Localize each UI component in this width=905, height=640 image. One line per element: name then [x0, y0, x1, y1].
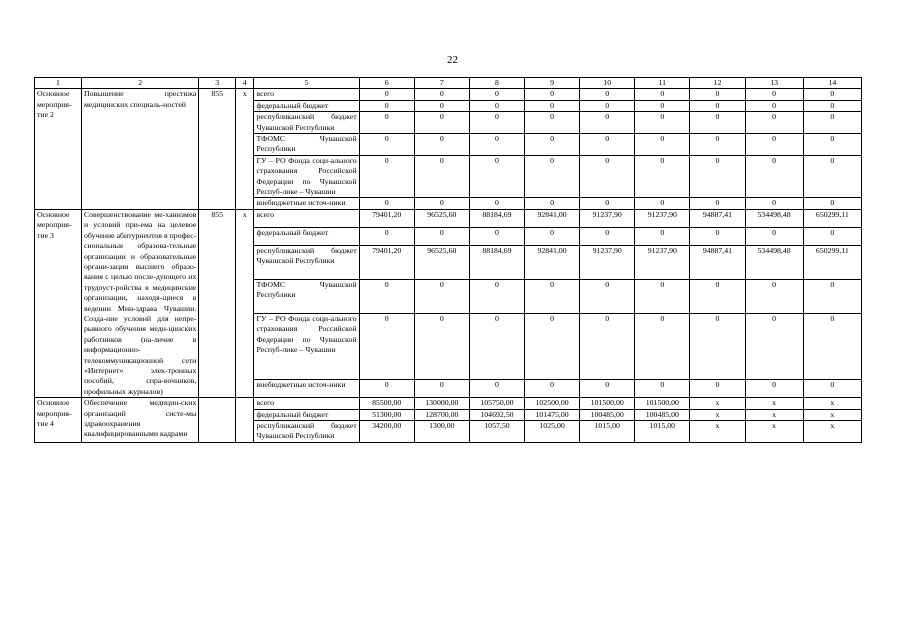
x-cell: х	[236, 209, 254, 397]
funding-source-cell: внебюджетные источ-ники	[254, 198, 359, 209]
x-cell: х	[236, 89, 254, 209]
value-cell: 0	[803, 198, 861, 209]
value-cell: 0	[745, 380, 803, 398]
x-cell	[236, 398, 254, 443]
column-header: 2	[81, 78, 198, 89]
value-cell: 101500,00	[635, 398, 690, 409]
value-cell: 101475,00	[525, 409, 580, 420]
value-cell: 104692,50	[469, 409, 524, 420]
funding-source-cell: ГУ – РО Фонда соци-ального страхования Российской Федерации по Чувашской Респуб-лике – Чувашии	[254, 313, 359, 380]
value-cell: 0	[690, 155, 745, 198]
value-cell: 0	[359, 155, 414, 198]
value-cell: 0	[525, 89, 580, 100]
value-cell: 0	[745, 89, 803, 100]
value-cell: 534498,48	[745, 209, 803, 227]
value-cell: 0	[690, 134, 745, 156]
value-cell: 0	[469, 279, 524, 313]
value-cell: 91237,90	[635, 209, 690, 227]
value-cell: 1057,50	[469, 421, 524, 443]
description-cell: Повышение престижа медицинских специаль-ностей	[81, 89, 198, 209]
value-cell: 85500,00	[359, 398, 414, 409]
event-cell: Основное мероприя-тие 2	[35, 89, 82, 209]
value-cell: 0	[690, 112, 745, 134]
value-cell: 100485,00	[635, 409, 690, 420]
value-cell: 0	[635, 198, 690, 209]
value-cell: 0	[635, 134, 690, 156]
column-header: 9	[525, 78, 580, 89]
value-cell: 0	[359, 112, 414, 134]
funding-source-cell: ТФОМС Чувашской Республики	[254, 279, 359, 313]
value-cell: 96525,60	[414, 245, 469, 279]
value-cell: 0	[690, 227, 745, 245]
value-cell: 105750,00	[469, 398, 524, 409]
value-cell: 0	[635, 89, 690, 100]
value-cell: 0	[469, 313, 524, 380]
value-cell: 0	[803, 227, 861, 245]
funding-source-cell: федеральный бюджет	[254, 100, 359, 111]
value-cell: 0	[414, 134, 469, 156]
value-cell: 1015,00	[635, 421, 690, 443]
value-cell: 0	[414, 227, 469, 245]
column-header: 6	[359, 78, 414, 89]
funding-source-cell: ГУ – РО Фонда соци-ального страхования Российской Федерации по Чувашской Респуб-лике – Чувашии	[254, 155, 359, 198]
value-cell: 94887,41	[690, 245, 745, 279]
funding-source-cell: республиканский бюджет Чувашской Республики	[254, 421, 359, 443]
value-cell: 0	[745, 279, 803, 313]
value-cell: 0	[580, 155, 635, 198]
value-cell: 92841,00	[525, 209, 580, 227]
funding-source-cell: внебюджетные источ-ники	[254, 380, 359, 398]
value-cell: 0	[525, 380, 580, 398]
code-cell: 855	[199, 89, 236, 209]
value-cell: 0	[745, 198, 803, 209]
event-cell: Основное мероприя-тие 4	[35, 398, 82, 443]
code-cell	[199, 398, 236, 443]
value-cell: 0	[580, 227, 635, 245]
value-cell: 1300,00	[414, 421, 469, 443]
value-cell: 0	[690, 279, 745, 313]
value-cell: 650299,11	[803, 245, 861, 279]
value-cell: 0	[525, 100, 580, 111]
table-row	[35, 209, 862, 227]
value-cell: 0	[803, 134, 861, 156]
value-cell: х	[690, 409, 745, 420]
funding-source-cell: всего	[254, 398, 359, 409]
value-cell: 34200,00	[359, 421, 414, 443]
description-cell: Обеспечение медицин-ских организаций систе-мы здравоохранения квалифицированными кадрами	[81, 398, 198, 443]
column-header: 4	[236, 78, 254, 89]
table-row	[35, 398, 862, 409]
funding-source-cell: всего	[254, 89, 359, 100]
value-cell: 92841,00	[525, 245, 580, 279]
value-cell: 100485,00	[580, 409, 635, 420]
value-cell: 0	[803, 112, 861, 134]
value-cell: 0	[635, 112, 690, 134]
value-cell: 88184,69	[469, 209, 524, 227]
column-header: 13	[745, 78, 803, 89]
value-cell: 0	[690, 100, 745, 111]
funding-source-cell: ТФОМС Чувашской Республики	[254, 134, 359, 156]
header-row	[35, 78, 862, 89]
value-cell: 88184,69	[469, 245, 524, 279]
value-cell: 0	[525, 112, 580, 134]
funding-source-cell: республиканский бюджет Чувашской Республики	[254, 245, 359, 279]
value-cell: 0	[690, 198, 745, 209]
column-header: 14	[803, 78, 861, 89]
value-cell: 0	[414, 112, 469, 134]
value-cell: 0	[414, 89, 469, 100]
value-cell: 0	[580, 380, 635, 398]
funding-source-cell: всего	[254, 209, 359, 227]
table-body	[35, 89, 862, 442]
column-header: 1	[35, 78, 82, 89]
value-cell: 0	[414, 279, 469, 313]
value-cell: х	[803, 398, 861, 409]
value-cell: 130000,00	[414, 398, 469, 409]
value-cell: 0	[469, 134, 524, 156]
value-cell: 650299,11	[803, 209, 861, 227]
value-cell: 0	[414, 155, 469, 198]
value-cell: 0	[580, 198, 635, 209]
column-header: 7	[414, 78, 469, 89]
value-cell: 0	[359, 313, 414, 380]
value-cell: 0	[745, 227, 803, 245]
code-cell: 855	[199, 209, 236, 397]
value-cell: 0	[469, 89, 524, 100]
value-cell: 534498,48	[745, 245, 803, 279]
table-row	[35, 89, 862, 100]
funding-table	[34, 77, 862, 443]
value-cell: 79401,20	[359, 209, 414, 227]
column-header: 5	[254, 78, 359, 89]
value-cell: 0	[803, 155, 861, 198]
value-cell: 0	[580, 100, 635, 111]
value-cell: 128700,00	[414, 409, 469, 420]
value-cell: 0	[414, 100, 469, 111]
value-cell: 1025,00	[525, 421, 580, 443]
value-cell: 0	[469, 198, 524, 209]
funding-source-cell: федеральный бюджет	[254, 227, 359, 245]
value-cell: 51300,00	[359, 409, 414, 420]
value-cell: 0	[414, 380, 469, 398]
value-cell: 0	[635, 279, 690, 313]
value-cell: 0	[690, 89, 745, 100]
value-cell: 91237,90	[635, 245, 690, 279]
value-cell: х	[803, 421, 861, 443]
value-cell: х	[745, 409, 803, 420]
value-cell: 0	[803, 313, 861, 380]
value-cell: 0	[635, 380, 690, 398]
value-cell: 0	[359, 100, 414, 111]
value-cell: 94887,41	[690, 209, 745, 227]
value-cell: 0	[359, 198, 414, 209]
value-cell: 0	[635, 227, 690, 245]
value-cell: х	[690, 421, 745, 443]
value-cell: 0	[580, 89, 635, 100]
value-cell: 0	[745, 134, 803, 156]
value-cell: 0	[469, 155, 524, 198]
value-cell: 91237,90	[580, 245, 635, 279]
value-cell: 0	[580, 279, 635, 313]
value-cell: 0	[469, 100, 524, 111]
funding-source-cell: республиканский бюджет Чувашской Республики	[254, 112, 359, 134]
value-cell: 91237,90	[580, 209, 635, 227]
value-cell: 0	[525, 279, 580, 313]
value-cell: 0	[525, 198, 580, 209]
column-header: 12	[690, 78, 745, 89]
value-cell: 0	[803, 89, 861, 100]
funding-source-cell: федеральный бюджет	[254, 409, 359, 420]
value-cell: 0	[469, 227, 524, 245]
value-cell: х	[690, 398, 745, 409]
value-cell: 0	[359, 380, 414, 398]
value-cell: 0	[525, 227, 580, 245]
event-cell: Основное мероприя-тие 3	[35, 209, 82, 397]
value-cell: х	[803, 409, 861, 420]
value-cell: 0	[525, 313, 580, 380]
value-cell: 0	[690, 313, 745, 380]
value-cell: х	[745, 398, 803, 409]
value-cell: 0	[635, 155, 690, 198]
value-cell: 0	[635, 100, 690, 111]
value-cell: 0	[803, 380, 861, 398]
value-cell: 0	[745, 155, 803, 198]
value-cell: 102500,00	[525, 398, 580, 409]
value-cell: 0	[469, 112, 524, 134]
value-cell: 0	[580, 313, 635, 380]
value-cell: х	[745, 421, 803, 443]
value-cell: 0	[745, 100, 803, 111]
value-cell: 0	[690, 380, 745, 398]
value-cell: 0	[745, 112, 803, 134]
value-cell: 0	[525, 155, 580, 198]
value-cell: 0	[745, 313, 803, 380]
value-cell: 96525,60	[414, 209, 469, 227]
value-cell: 0	[359, 279, 414, 313]
value-cell: 0	[359, 227, 414, 245]
value-cell: 79401,20	[359, 245, 414, 279]
value-cell: 0	[803, 279, 861, 313]
description-cell: Совершенствование ме-ханизмов и условий при-ема на целевое обучение абитуриентов в профес-сиональные образова-тельные организации и образовательные органи-зации высшего образо-вания с целью после-дующего их трудоуст-ройства в медицинские организации, находя-щиеся в ведении Мин-здрава Чувашии. Созда-ние условий для непре-рывного обучения меди-цинских работников (на-личие в информационно-телекоммуникационной сети «Интернет» элек-тронных пособий, спра-вочников, профильных журналов)	[81, 209, 198, 397]
value-cell: 0	[803, 100, 861, 111]
value-cell: 0	[580, 134, 635, 156]
value-cell: 0	[635, 313, 690, 380]
value-cell: 1015,00	[580, 421, 635, 443]
value-cell: 101500,00	[580, 398, 635, 409]
value-cell: 0	[414, 198, 469, 209]
column-header: 11	[635, 78, 690, 89]
value-cell: 0	[525, 134, 580, 156]
value-cell: 0	[359, 134, 414, 156]
page-number: 22	[447, 54, 458, 66]
value-cell: 0	[359, 89, 414, 100]
column-header: 10	[580, 78, 635, 89]
column-header: 8	[469, 78, 524, 89]
value-cell: 0	[414, 313, 469, 380]
value-cell: 0	[580, 112, 635, 134]
value-cell: 0	[469, 380, 524, 398]
column-header: 3	[199, 78, 236, 89]
